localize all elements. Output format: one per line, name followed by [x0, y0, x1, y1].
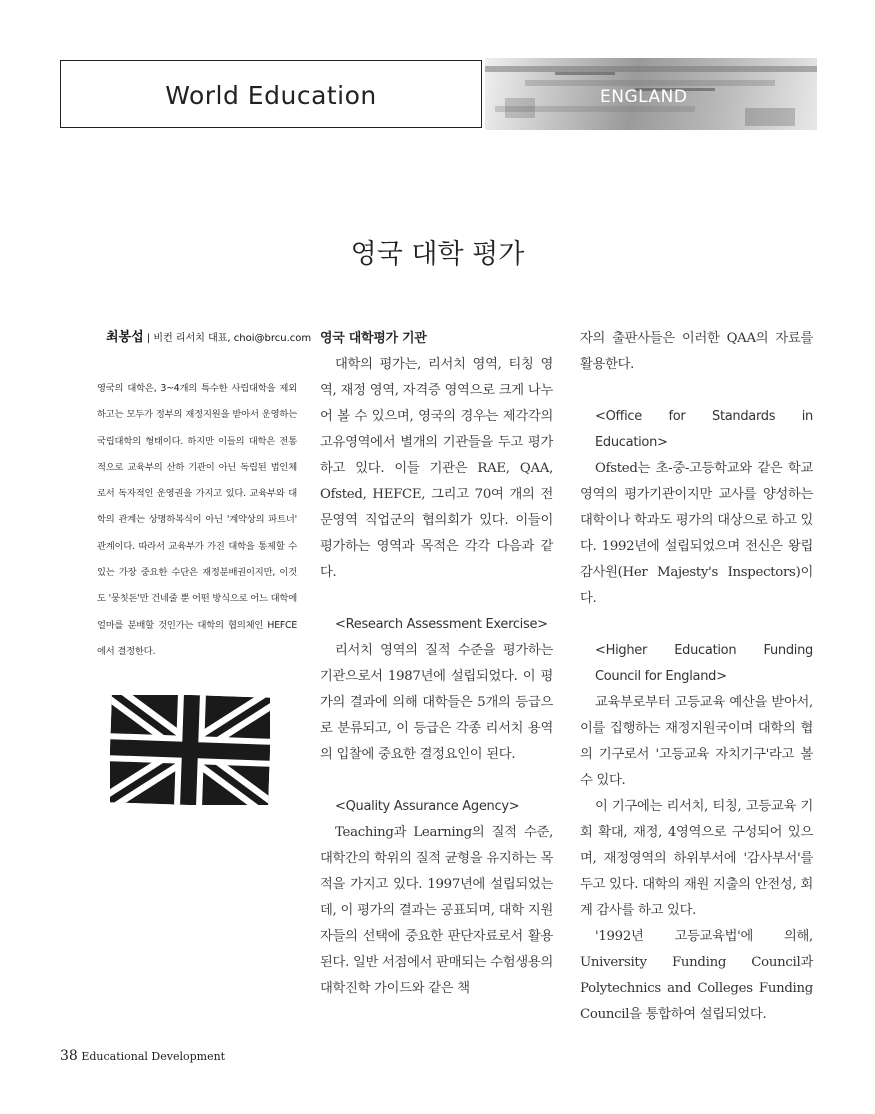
paragraph-hefce-3: '1992년 고등교육법'에 의해, University Funding Council과 Polytechnics and Colleges Funding Council을 통합하여 설립되었다.: [580, 929, 813, 1022]
country-label: ENGLAND: [600, 87, 688, 107]
article-column-middle: [320, 326, 553, 1002]
article-column-right: [580, 326, 813, 1028]
page-footer: [60, 1048, 225, 1064]
subheading-ofsted: <Office for Standards in Education>: [595, 409, 813, 450]
author-affiliation: | 비컨 리서치 대표, choi@brcu.com: [146, 333, 312, 344]
paragraph-qaa: Teaching과 Learning의 질적 수준, 대학간의 학위의 질적 균형을 유지하는 목적을 가지고 있다. 1997년에 설립되었는데, 이 평가의 결과는 공표되며, 대학 지원자들의 선택에 중요한 판단자료로서 활용된다. 일반 서점에서 판매되는 수험생용의 대학진학 가이드와 같은 책: [320, 825, 553, 996]
paragraph-ofsted: Ofsted는 초-중-고등학교와 같은 학교영역의 평가기관이지만 교사를 양성하는 대학이나 학과도 평가의 대상으로 하고 있다. 1992년에 설립되었으며 전신은 왕립 감사원(Her Majesty's Inspectors)이다.: [580, 461, 813, 606]
header-title-box: [60, 60, 482, 128]
author-line: [106, 326, 311, 345]
paragraph-rae: 리서치 영역의 질적 수준을 평가하는 기관으로서 1987년에 설립되었다. 이 평가의 결과에 의해 대학들은 5개의 등급으로 분류되고, 이 등급은 각종 리서치 용역의 입찰에 중요한 결정요인이 된다.: [320, 643, 553, 762]
subheading-qaa: <Quality Assurance Agency>: [335, 799, 520, 814]
section-heading: 영국 대학평가 기관: [320, 331, 427, 346]
author-name: 최봉섭: [106, 330, 144, 345]
sidebar-text: 영국의 대학은, 3~4개의 특수한 사립대학을 제외하고는 모두가 정부의 재정지원을 받아서 운영하는 국립대학의 형태이다. 하지만 이들의 대학은 전통적으로 교육부의 산하 기관이 아닌 독립된 법인체로서 독자적인 운영권을 가지고 있다. 교육부와 대학의 관계는 상명하복식이 아닌 '계약상의 파트너' 관계이다. 따라서 교육부가 가진 대학을 통제할 수 있는 가장 중요한 수단은 재정분배권이지만, 이것도 '뭉칫돈'만 건네줄 뿐 어떤 방식으로 어느 대학에 얼마를 분배할 것인가는 대학의 협의체인 HEFCE에서 결정한다.: [97, 383, 297, 657]
paragraph-hefce-1: 교육부로부터 고등교육 예산을 받아서, 이를 집행하는 재정지원국이며 대학의 협의 기구로서 '고등교육 자치기구'라고 볼 수 있다.: [580, 695, 813, 788]
section-title: World Education: [165, 81, 377, 110]
paragraph-qaa-continued: 자의 출판사들은 이러한 QAA의 자료를 활용한다.: [580, 331, 813, 372]
paragraph-intro: 대학의 평가는, 리서치 영역, 티칭 영역, 재정 영역, 자격증 영역으로 크게 나누어 볼 수 있으며, 영국의 경우는 제각각의 고유영역에서 별개의 기관들을 두고 평가하고 있다. 이들 기관은 RAE, QAA, Ofsted, HEFCE, 그리고 70여 개의 전문영역 직업군의 협의회가 있다. 이들이 평가하는 영역과 목적은 각각 다음과 같다.: [320, 357, 553, 580]
union-jack-flag-icon: [110, 695, 270, 805]
subheading-hefce: <Higher Education Funding Council for England>: [595, 643, 813, 684]
article-title: 영국 대학 평가: [350, 239, 525, 270]
subheading-rae: <Research Assessment Exercise>: [335, 617, 548, 632]
paragraph-hefce-2: 이 기구에는 리서치, 티칭, 고등교육 기회 확대, 재정, 4영역으로 구성되어 있으며, 재정영역의 하위부서에 '감사부서'를 두고 있다. 대학의 재원 지출의 안전성, 회계 감사를 하고 있다.: [580, 799, 813, 918]
page-number: 38: [60, 1048, 78, 1064]
magazine-name: Educational Development: [81, 1050, 226, 1063]
